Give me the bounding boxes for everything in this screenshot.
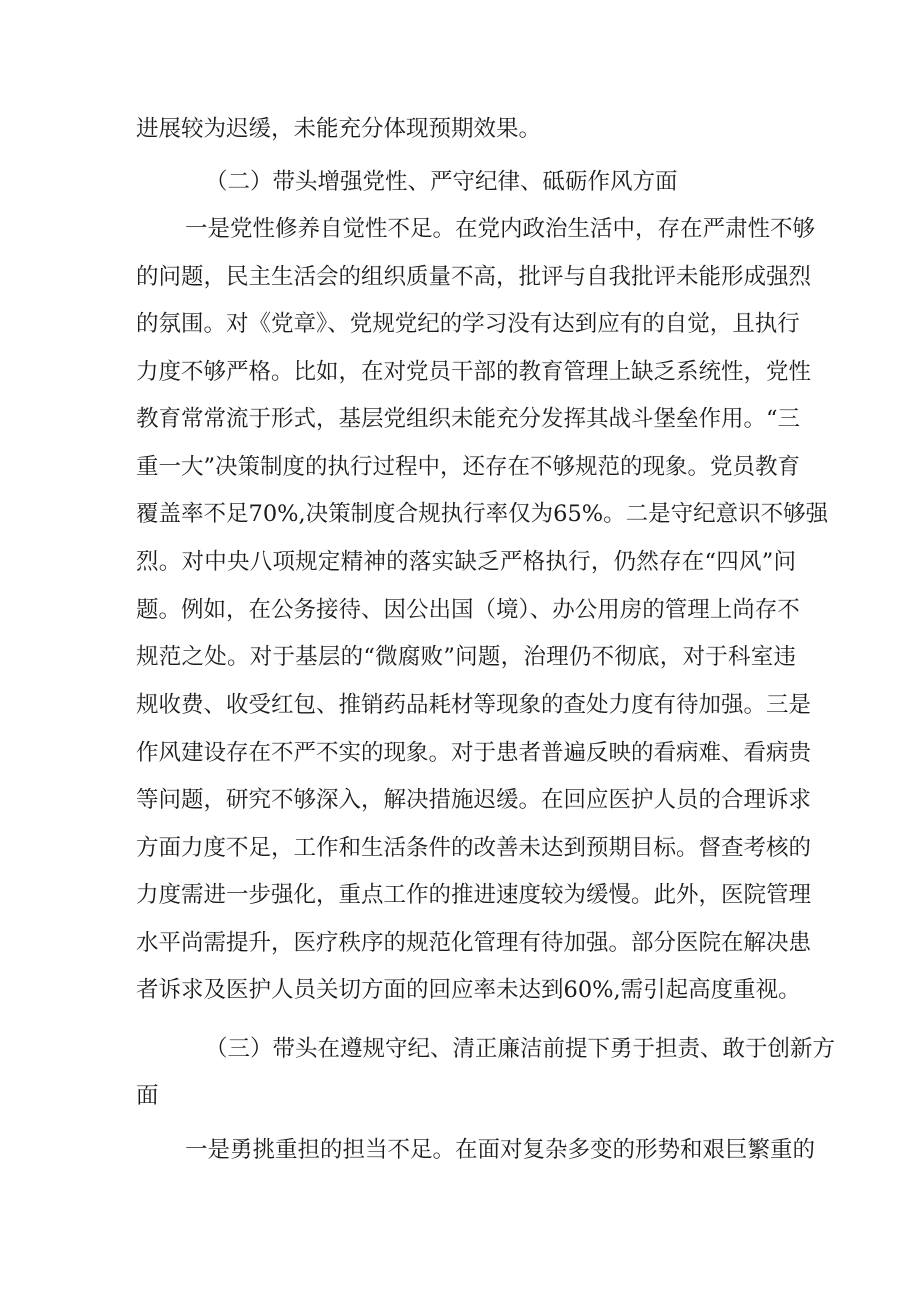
section-heading-continued: 面 bbox=[136, 1083, 159, 1109]
text-line: 方面力度不足，工作和生活条件的改善未达到预期目标。督查考核的 bbox=[136, 835, 812, 861]
text-line: 的问题，民主生活会的组织质量不高，批评与自我批评未能形成强烈 bbox=[136, 264, 812, 290]
text-line: 等问题，研究不够深入，解决措施迟缓。在回应医护人员的合理诉求 bbox=[136, 787, 812, 813]
section-heading: （二）带头增强党性、严守纪律、砥砺作风方面 bbox=[205, 169, 678, 195]
text-line: 覆盖率不足70%,决策制度合规执行率仅为65%。二是守纪意识不够强 bbox=[136, 501, 829, 527]
text-line: 规范之处。对于基层的“微腐败”问题，治理仍不彻底，对于科室违 bbox=[136, 644, 796, 670]
text-line: 作风建设存在不严不实的现象。对于患者普遍反映的看病难、看病贵 bbox=[136, 740, 812, 766]
text-line: 力度不够严格。比如，在对党员干部的教育管理上缺乏系统性，党性 bbox=[136, 359, 812, 385]
text-line: 的氛围。对《党章》、党规党纪的学习没有达到应有的自觉，且执行 bbox=[136, 311, 800, 337]
text-line: 教育常常流于形式，基层党组织未能充分发挥其战斗堡垒作用。“三 bbox=[136, 406, 801, 432]
text-line: 重一大”决策制度的执行过程中，还存在不够规范的现象。党员教育 bbox=[136, 454, 801, 480]
paragraph-first-line: 一是党性修养自觉性不足。在党内政治生活中，存在严肃性不够 bbox=[185, 216, 816, 242]
text-line: 烈。对中央八项规定精神的落实缺乏严格执行，仍然存在“四风”问 bbox=[136, 549, 796, 575]
text-line: 水平尚需提升，医疗秩序的规范化管理有待加强。部分医院在解决患 bbox=[136, 930, 812, 956]
paragraph-first-line: 一是勇挑重担的担当不足。在面对复杂多变的形势和艰巨繁重的 bbox=[185, 1137, 816, 1163]
section-heading: （三）带头在遵规守纪、清正廉洁前提下勇于担责、敢于创新方 bbox=[205, 1036, 836, 1062]
text-line: 题。例如，在公务接待、因公出国（境）、办公用房的管理上尚存不 bbox=[136, 597, 800, 623]
text-line: 规收费、收受红包、推销药品耗材等现象的查处力度有待加强。三是 bbox=[136, 692, 812, 718]
text-line: 者诉求及医护人员关切方面的回应率未达到60%,需引起高度重视。 bbox=[136, 977, 801, 1003]
text-line: 力度需进一步强化，重点工作的推进速度较为缓慢。此外，医院管理 bbox=[136, 882, 812, 908]
text-line: 进展较为迟缓，未能充分体现预期效果。 bbox=[136, 116, 542, 142]
